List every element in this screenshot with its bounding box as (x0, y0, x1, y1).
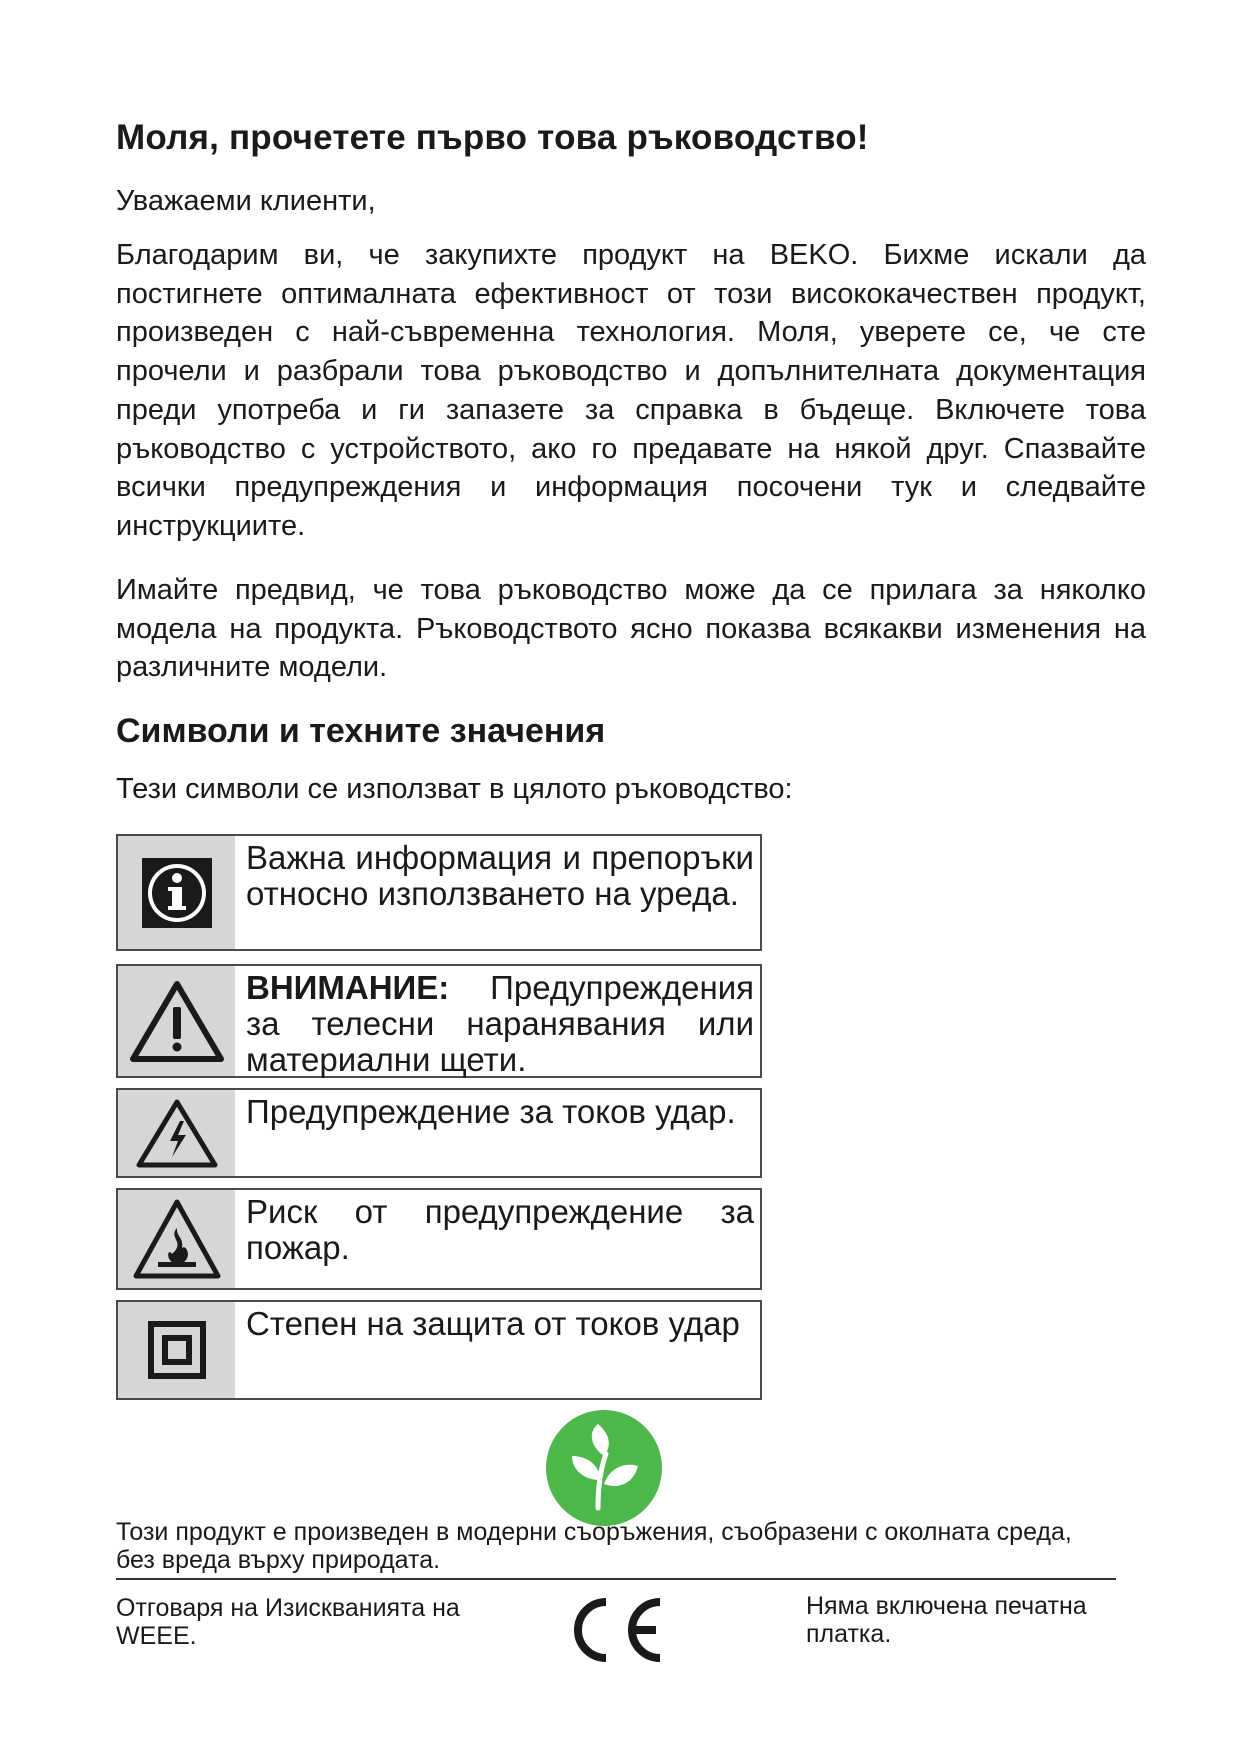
electric-shock-icon (118, 1090, 235, 1176)
symbols-heading: Символи и техните значения (116, 712, 606, 750)
symbol-row-insulation (116, 1300, 762, 1400)
warning-label: ВНИМАНИЕ: (246, 969, 450, 1006)
symbol-text: Риск от предупреждение за пожар. (246, 1193, 754, 1266)
page-title: Моля, прочетете първо това ръководство! (116, 118, 869, 157)
symbols-intro: Тези символи се използват в цялото ръководство: (116, 773, 793, 805)
warning-text: Предупреждения за телесни наранявания или материални щети. (246, 969, 754, 1078)
symbol-text (235, 966, 760, 1076)
symbol-text: Важна информация и препоръки относно използването на уреда. (246, 839, 754, 912)
double-insulation-icon (118, 1302, 235, 1398)
divider (116, 1578, 1116, 1580)
info-icon (118, 836, 235, 949)
symbol-row-warning (116, 964, 762, 1078)
greeting: Уважаеми клиенти, (116, 185, 376, 217)
ce-mark-icon (562, 1594, 668, 1666)
warning-icon (118, 966, 235, 1076)
intro-paragraph: Благодарим ви, че закупихте продукт на BEKO. Бихме искали да постигнете оптималната ефективност от този висококачествен продукт, произведен с най-съвременна технология. Моля, уверете се, че сте прочели и разбрали това ръководство и допълнителната документация преди употреба и ги запазете за справка в бъдеще. Включете това ръководство с устройството, ако го предавате на някой друг. Спазвайте всички предупреждения и информация посочени тук и следвайте инструкциите. (116, 239, 1146, 542)
symbol-text: Степен на защита от токов удар (246, 1305, 740, 1342)
symbol-row-info (116, 834, 762, 951)
fire-icon (118, 1190, 235, 1288)
weee-text: Отговаря на Изискванията на WEEE. (116, 1594, 460, 1650)
eco-leaf-icon (546, 1410, 662, 1526)
symbol-row-fire (116, 1188, 762, 1290)
note-paragraph: Имайте предвид, че това ръководство може да се прилага за няколко модела на продукта. Ръководството ясно показва всякакви изменения на различните модели. (116, 574, 1146, 684)
eco-text: Този продукт е произведен в модерни съоръжения, съобразени с околната среда, без вреда върху природата. (116, 1518, 1072, 1574)
symbol-text: Предупреждение за токов удар. (246, 1093, 736, 1130)
pcb-text: Няма включена печатна платка. (806, 1592, 1087, 1648)
symbol-row-electric (116, 1088, 762, 1178)
